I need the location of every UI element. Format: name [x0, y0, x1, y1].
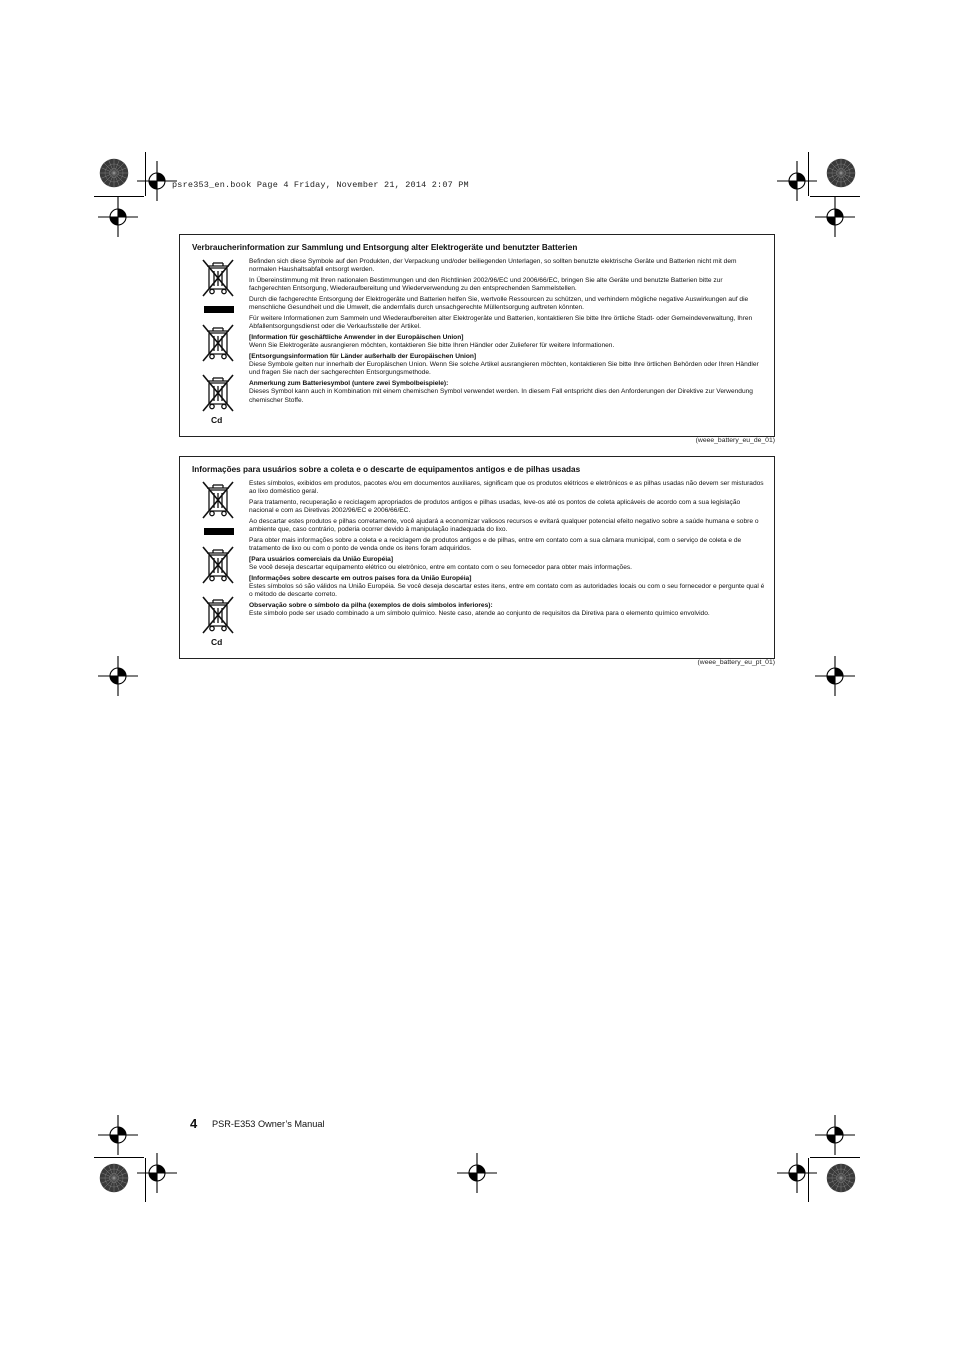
reference-code: (weee_battery_eu_de_01)	[695, 437, 775, 444]
paragraph: Befinden sich diese Symbole auf den Produkten, der Verpackung und/oder beiliegenden Unterlagen, so sollten benutzte elektrische Geräte und Batterien nicht mit dem normalen Haushaltsabfall entsorgt werden.	[249, 258, 737, 274]
notice-body	[249, 480, 765, 621]
registration-mark-icon	[457, 1153, 497, 1193]
crossed-bin-icon	[200, 595, 236, 635]
notice-title: Verbraucherinformation zur Sammlung und Entsorgung alter Elektrogeräte und benutzter Batterien	[192, 243, 578, 252]
crossed-bin-icon	[200, 545, 236, 585]
paragraph: Für weitere Informationen zum Sammeln und Wiederaufbereiten alter Elektrogeräte und Batterien, kontaktieren Sie bitte Ihre örtliche Stadt- oder Gemeindeverwaltung, Ihren Abfallentsorgungsdienst oder die Verkaufsstelle der Artikel.	[249, 315, 753, 331]
cd-label: Cd	[211, 637, 223, 647]
paragraph: Este símbolo pode ser usado combinado a um símbolo químico. Neste caso, atende ao conjunto de requisitos da Diretiva para o elemento químico envolvido.	[249, 610, 710, 618]
bar-icon	[204, 528, 234, 535]
registration-mark-icon	[777, 1153, 817, 1193]
notice-body	[249, 258, 765, 407]
crossed-bin-icon	[200, 480, 236, 520]
crop-mark	[94, 196, 144, 197]
subheading: Observação sobre o símbolo da pilha (exemplos de dois símbolos inferiores):	[249, 602, 493, 610]
bar-icon	[204, 306, 234, 313]
registration-mark-icon	[815, 656, 855, 696]
manual-title: PSR-E353 Owner’s Manual	[212, 1119, 325, 1129]
subheading: [Informações sobre descarte em outros países fora da União Européia]	[249, 575, 472, 582]
paragraph: Se você deseja descartar equipamento elétrico ou eletrônico, entre em contato com o seu fornecedor para obter mais informações.	[249, 564, 633, 572]
registration-mark-icon	[98, 197, 138, 237]
registration-mark-icon	[98, 656, 138, 696]
paragraph: Dieses Symbol kann auch in Kombination mit einem chemischen Symbol verwendet werden. In diesem Fall entspricht dies den Anforderungen der Direktive zur Verwendung chemischer Stoffe.	[249, 388, 753, 404]
subheading: [Information für geschäftliche Anwender in der Europäischen Union]	[249, 334, 464, 341]
paragraph: Ao descartar estes produtos e pilhas corretamente, você ajudará a economizar valiosos recursos e evitará qualquer potencial efeito negativo sobre a saúde humana e sobre o ambiente que, caso contrário, poderia ocorrer devido à manipulação inadequada do lixo.	[249, 518, 759, 534]
registration-mark-icon	[815, 1115, 855, 1155]
page-number: 4	[190, 1116, 198, 1131]
rosette-icon	[826, 158, 856, 188]
crop-mark	[810, 1157, 860, 1158]
paragraph: Estes símbolos, exibidos em produtos, pacotes e/ou em documentos auxiliares, significam que os produtos elétricos e eletrônicos e as pilhas usadas não devem ser misturados ao lixo doméstico geral.	[249, 480, 764, 496]
subheading: Anmerkung zum Batteriesymbol (untere zwei Symbolbeispiele):	[249, 380, 449, 388]
paragraph: Diese Symbole gelten nur innerhalb der Europäischen Union. Wenn Sie solche Artikel ausrangieren möchten, kontaktieren Sie bitte Ihre örtlichen Behörden oder Ihren Händler und fragen Sie nach der sachgerechten Entsorgungsmethode.	[249, 361, 759, 377]
crop-mark	[145, 1158, 146, 1202]
crossed-bin-icon	[200, 258, 236, 298]
subheading: [Entsorgungsinformation für Länder außerhalb der Europäischen Union]	[249, 353, 477, 360]
notice-box-de	[179, 234, 775, 437]
paragraph: Durch die fachgerechte Entsorgung der Elektrogeräte und Batterien helfen Sie, wertvolle Ressourcen zu schützen, und verhindern mögliche negative Auswirkungen auf die menschliche Gesundheit und die Umwelt, die andernfalls durch unsachgerechte Müllentsorgung auftreten könnten.	[249, 296, 749, 312]
rosette-icon	[99, 158, 129, 188]
notice-title: Informações para usuários sobre a coleta e o descarte de equipamentos antigos e de pilhas usadas	[192, 465, 581, 474]
paragraph: Wenn Sie Elektrogeräte ausrangieren möchten, kontaktieren Sie bitte Ihren Händler oder Zulieferer für weitere Informationen.	[249, 342, 615, 350]
crop-mark	[810, 196, 860, 197]
registration-mark-icon	[777, 161, 817, 201]
registration-mark-icon	[137, 161, 177, 201]
cd-label: Cd	[211, 415, 223, 425]
registration-mark-icon	[815, 197, 855, 237]
crop-mark	[808, 1158, 809, 1202]
rosette-icon	[99, 1163, 129, 1193]
crop-mark	[94, 1157, 144, 1158]
registration-mark-icon	[137, 1153, 177, 1193]
rosette-icon	[826, 1163, 856, 1193]
paragraph: Estes símbolos só são válidos na União Européia. Se você deseja descartar estes itens, entre em contato com as autoridades locais ou com o seu fornecedor e pergunte qual é o método de descarte correto.	[249, 583, 765, 599]
file-info-header: psre353_en.book Page 4 Friday, November 21, 2014 2:07 PM	[172, 180, 469, 190]
crossed-bin-icon	[200, 373, 236, 413]
registration-mark-icon	[98, 1115, 138, 1155]
reference-code: (weee_battery_eu_pt_01)	[697, 659, 775, 666]
paragraph: In Übereinstimmung mit Ihren nationalen Bestimmungen und den Richtlinien 2002/96/EC und 2006/66/EC, bringen Sie alte Geräte und benutzte Batterien bitte zur fachgerechten Entsorgung, Wiederaufbereitung und Wiederverwendung zu den entsprechenden Sammelstellen.	[249, 277, 723, 293]
paragraph: Para tratamento, recuperação e reciclagem apropriados de produtos antigos e pilhas usadas, leve-os até os pontos de coleta aplicáveis de acordo com a sua legislação nacional e com as Diretivas 2002/96/EC e 2006/66/EC.	[249, 499, 741, 515]
subheading: [Para usuários comerciais da União Européia]	[249, 556, 394, 563]
crop-mark	[145, 152, 146, 196]
notice-box-pt	[179, 456, 775, 659]
paragraph: Para obter mais informações sobre a coleta e a reciclagem de produtos antigos e de pilhas, entre em contato com a sua câmara municipal, com o serviço de coleta e de tratamento de lixo ou com o ponto de venda onde os itens foram adquiridos.	[249, 537, 742, 553]
crossed-bin-icon	[200, 323, 236, 363]
crop-mark	[808, 152, 809, 196]
